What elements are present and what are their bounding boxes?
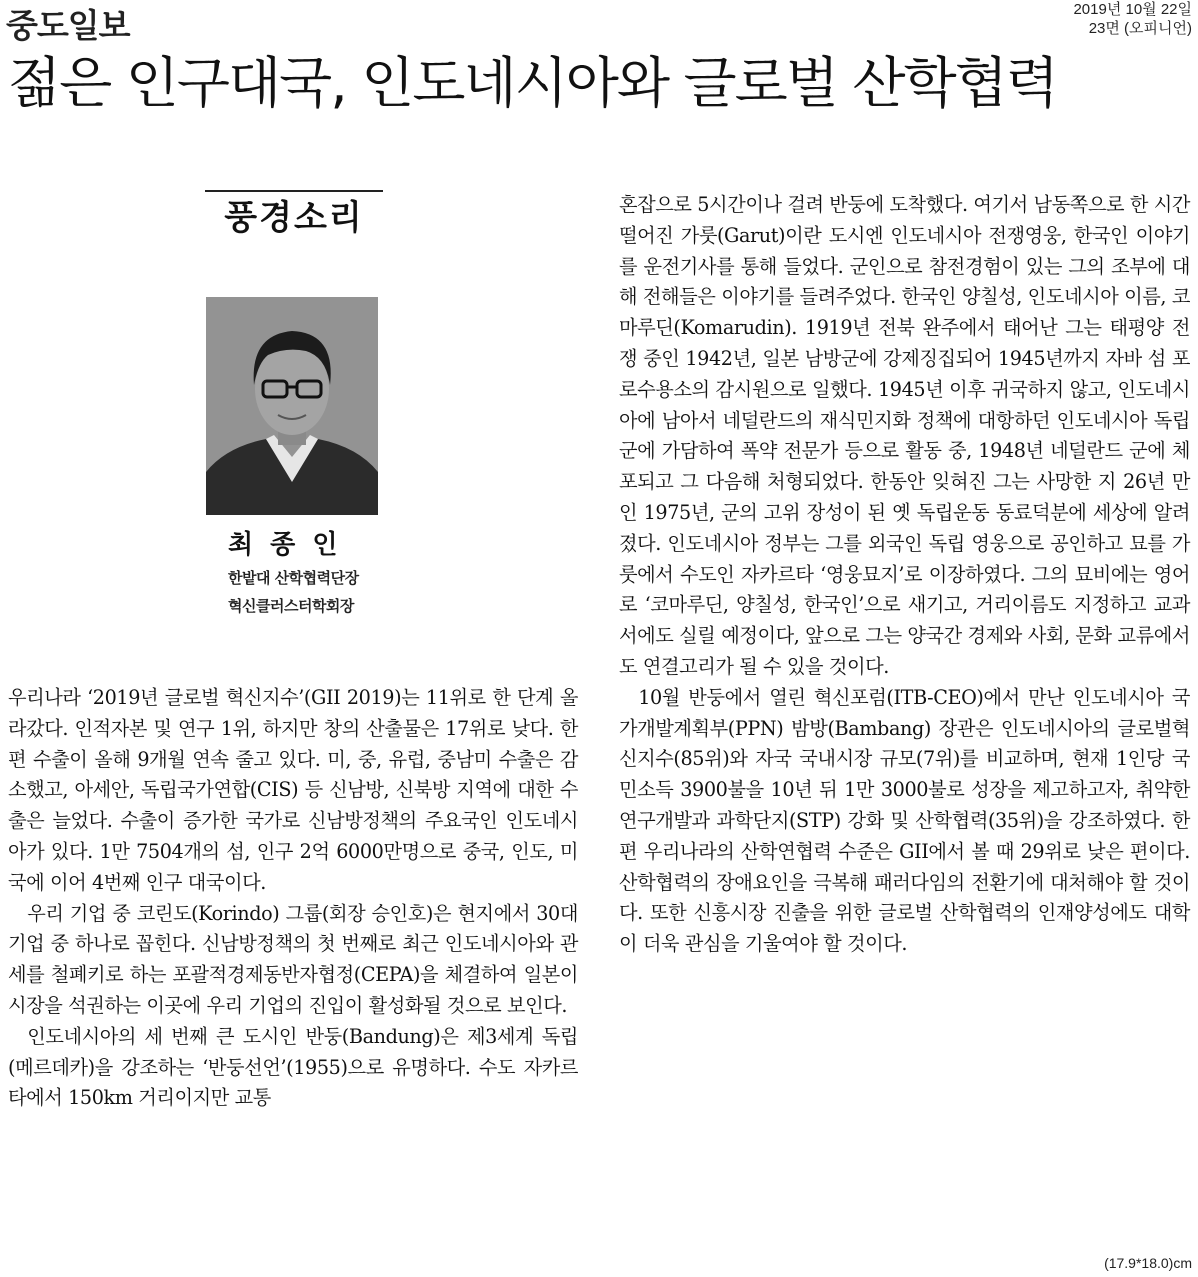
paragraph-3: 인도네시아의 세 번째 큰 도시인 반둥(Bandung)은 제3세계 독립(메르데카)을 강조하는 ‘반둥선언’(1955)으로 유명하다. 수도 자카르타에서 150km 거리이지만 교통 (8, 1024, 578, 1110)
page-section: 23면 (오피니언) (1088, 20, 1192, 37)
author-title-2: 혁신클러스터학회장 (228, 597, 354, 615)
author-title-1: 한밭대 산학협력단장 (228, 569, 359, 587)
column-name: 풍경소리 (224, 198, 364, 238)
headline: 젊은 인구대국, 인도네시아와 글로벌 산학협력 (8, 51, 1057, 115)
paragraph-4: 혼잡으로 5시간이나 걸려 반둥에 도착했다. 여기서 남동쪽으로 한 시간 떨어진 가룻(Garut)이란 도시엔 인도네시아 전쟁영웅, 한국인 이야기를 운전기사를 통해 들었다. 군인으로 참전경험이 있는 그의 조부에 대해 전해들은 이야기를 들려주었다. 한국인 양칠성, 인도네시아 이름, 코마루딘(Komarudin). 1919년 전북 완주에서 태어난 그는 태평양 전쟁 중인 1942년, 일본 남방군에 강제징집되어 1945년까지 자바 섬 포로수용소의 감시원으로 일했다. 1945년 이후 귀국하지 않고, 인도네시아에 남아서 네덜란드의 재식민지화 정책에 대항하던 인도네시아 독립군에 가담하여 폭약 전문가 등으로 활동 중, 1948년 네덜란드 군에 체포되고 그 다음해 처형되었다. 한동안 잊혀진 그는 사망한 지 26년 만인 1975년, 군의 고위 장성이 된 옛 독립운동 동료덕분에 세상에 알려졌다. 인도네시아 정부는 그를 외국인 독립 영웅으로 공인하고 묘를 가룻에서 수도인 자카르타 ‘영웅묘지’로 이장하였다. 그의 묘비에는 영어로 ‘코마루딘, 양칠성, 한국인’으로 새기고, 거리이름도 지정하고 교과서에도 실릴 예정이다, 앞으로 그는 양국간 경제와 사회, 문화 교류에서도 연결고리가 될 수 있을 것이다. (619, 193, 1190, 678)
paragraph-1: 우리나라 ‘2019년 글로벌 혁신지수’(GII 2019)는 11위로 한 단계 올라갔다. 인적자본 및 연구 1위, 하지만 창의 산출물은 17위로 낮다. 한편 수출이 올해 9개월 연속 줄고 있다. 미, 중, 유럽, 중남미 수출은 감소했고, 아세안, 독립국가연합(CIS) 등 신남방, 신북방 지역에 대한 수출은 늘었다. 수출이 증가한 국가로 신남방정책의 주요국인 인도네시아가 있다. 1만 7504개의 섬, 인구 2억 6000만명으로 중국, 인도, 미국에 이어 4번째 인구 대국이다. (8, 686, 578, 894)
paragraph-5: 10월 반둥에서 열린 혁신포럼(ITB-CEO)에서 만난 인도네시아 국가개발계획부(PPN) 밤방(Bambang) 장관은 인도네시아의 글로벌혁신지수(85위)와 자국 국내시장 규모(7위)를 비교하며, 현재 1인당 국민소득 3900불을 10년 뒤 1만 3000불로 성장을 제고하고자, 취약한 연구개발과 과학단지(STP) 강화 및 산학협력(35위)을 강조하였다. 한편 우리나라의 산학연협력 수준은 GII에서 볼 때 29위로 낮은 편이다. 산학협력의 장애요인을 극복해 패러다임의 전환기에 대처해야 할 것이다. 또한 신흥시장 진출을 위한 글로벌 산학협력의 인재양성에도 대학이 더욱 관심을 기울여야 할 것이다. (619, 685, 1190, 956)
author-photo (206, 297, 378, 515)
column-label-box (205, 190, 383, 240)
body-right-column (619, 190, 1190, 960)
issue-date: 2019년 10월 22일 (1073, 1, 1192, 18)
issue-info (1073, 0, 1192, 38)
author-portrait (206, 297, 378, 515)
paragraph-2: 우리 기업 중 코린도(Korindo) 그룹(회장 승인호)은 현지에서 30대기업 중 하나로 꼽힌다. 신남방정책의 첫 번째로 최근 인도네시아와 관세를 철폐키로 하는 포괄적경제동반자협정(CEPA)을 체결하여 일본이 시장을 석권하는 이곳에 우리 기업의 진입이 활성화될 것으로 보인다. (8, 901, 578, 1017)
body-left-column (8, 683, 578, 1114)
author-name: 최 종 인 (228, 530, 342, 560)
newspaper-logo: 중도일보 (6, 6, 130, 45)
size-note: (17.9*18.0)cm (1104, 1255, 1192, 1271)
